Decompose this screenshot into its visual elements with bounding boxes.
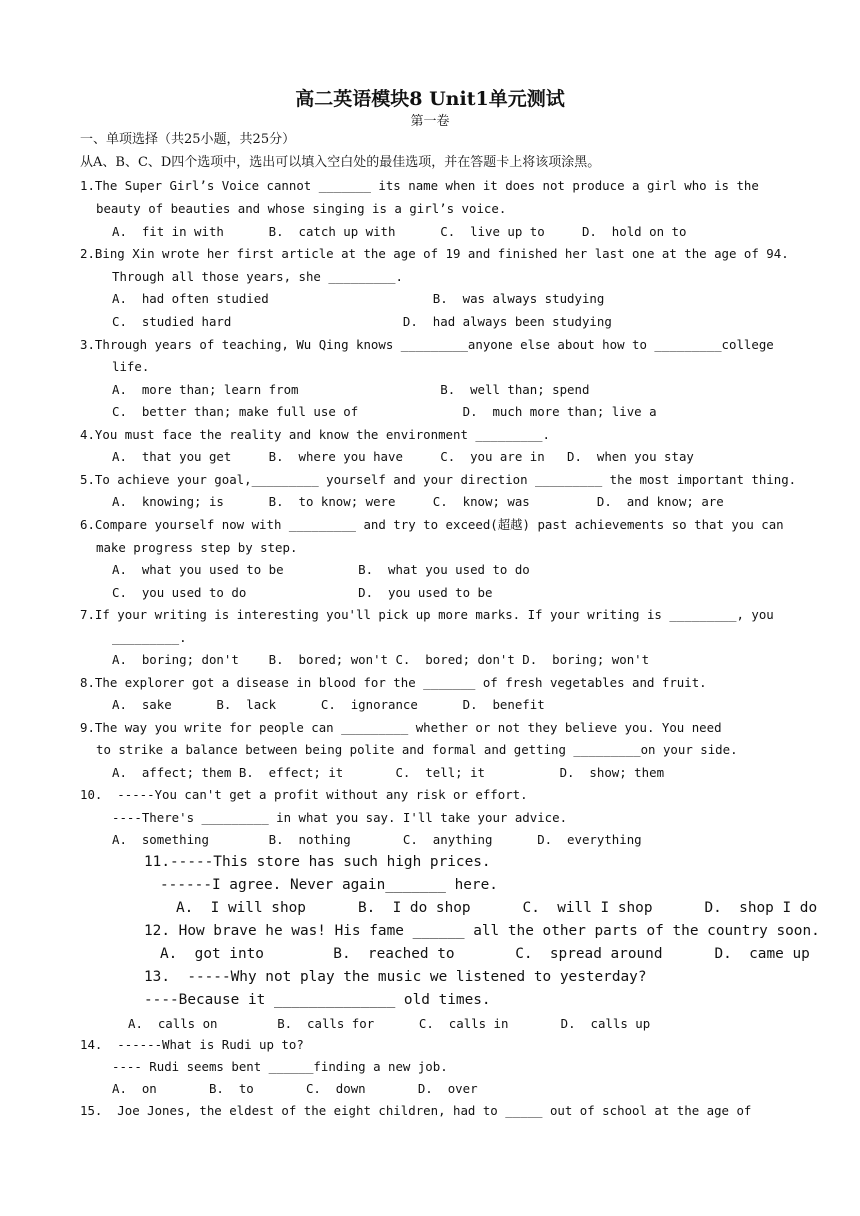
question-2-options-cd: C. studied hard D. had always been studying: [112, 314, 612, 329]
question-4-options: A. that you get B. where you have C. you are in D. when you stay: [112, 449, 694, 464]
question-3-options-cd: C. better than; make full use of D. much more than; live a: [112, 404, 657, 419]
question-2-stem: 2.Bing Xin wrote her first article at the age of 19 and finished her last one at the age of 94.: [80, 246, 789, 261]
question-7-options: A. boring; don't B. bored; won't C. bored; don't D. boring; won't: [112, 652, 650, 667]
question-9-stem: 9.The way you write for people can _________ whether or not they believe you. You need: [80, 720, 722, 735]
question-8-stem: 8.The explorer got a disease in blood for the _______ of fresh vegetables and fruit.: [80, 675, 707, 690]
question-11-stem: 11.-----This store has such high prices.: [144, 854, 491, 870]
question-13-options: A. calls on B. calls for C. calls in D. calls up: [128, 1016, 651, 1031]
question-7-stem: 7.If your writing is interesting you'll pick up more marks. If your writing is _________, you: [80, 607, 774, 622]
question-3-stem-cont: life.: [112, 359, 150, 374]
question-14-stem-cont: ---- Rudi seems bent ______finding a new job.: [112, 1059, 448, 1074]
question-15-stem: 15. Joe Jones, the eldest of the eight children, had to _____ out of school at the age of: [80, 1103, 752, 1118]
question-1-options: A. fit in with B. catch up with C. live up to D. hold on to: [112, 224, 687, 239]
question-6-options-ab: A. what you used to be B. what you used to do: [112, 562, 530, 577]
question-9-stem-cont: to strike a balance between being polite and formal and getting _________on your side.: [96, 742, 738, 757]
question-5-stem: 5.To achieve your goal,_________ yourself and your direction _________ the most important thing.: [80, 472, 797, 487]
section-heading: 一、单项选择（共25小题，共25分）: [80, 132, 296, 147]
page-title: 高二英语模块8 Unit1单元测试: [295, 88, 565, 110]
question-9-options: A. affect; them B. effect; it C. tell; it D. show; them: [112, 765, 665, 780]
page-subtitle: 第一卷: [410, 114, 450, 129]
question-2-stem-cont: Through all those years, she _________.: [112, 269, 403, 284]
question-10-stem-cont: ----There's _________ in what you say. I'll take your advice.: [112, 810, 568, 825]
question-12-stem: 12. How brave he was! His fame ______ all the other parts of the country soon.: [144, 923, 820, 939]
section-instruction: 从A、B、C、D四个选项中，选出可以填入空白处的最佳选项，并在答题卡上将该项涂黑。: [80, 155, 601, 170]
question-13-stem: 13. -----Why not play the music we listened to yesterday?: [144, 969, 647, 985]
question-14-options: A. on B. to C. down D. over: [112, 1081, 478, 1096]
question-5-options: A. knowing; is B. to know; were C. know; was D. and know; are: [112, 494, 724, 509]
question-10-stem: 10. -----You can't get a profit without any risk or effort.: [80, 787, 528, 802]
question-3-stem: 3.Through years of teaching, Wu Qing knows _________anyone else about how to _________college: [80, 337, 774, 352]
question-7-stem-cont: _________.: [112, 630, 187, 645]
question-10-options: A. something B. nothing C. anything D. everything: [112, 832, 642, 847]
question-14-stem: 14. ------What is Rudi up to?: [80, 1037, 304, 1052]
question-11-stem-cont: ------I agree. Never again_______ here.: [160, 877, 498, 893]
question-1-stem: 1.The Super Girl’s Voice cannot _______ its name when it does not produce a girl who is the: [80, 178, 759, 193]
question-3-options-ab: A. more than; learn from B. well than; spend: [112, 382, 590, 397]
question-1-stem-cont: beauty of beauties and whose singing is a girl’s voice.: [96, 201, 507, 216]
question-8-options: A. sake B. lack C. ignorance D. benefit: [112, 697, 545, 712]
question-6-options-cd: C. you used to do D. you used to be: [112, 585, 493, 600]
question-13-stem-cont: ----Because it ______________ old times.: [144, 992, 491, 1008]
question-2-options-ab: A. had often studied B. was always studying: [112, 291, 605, 306]
question-6-stem-cont: make progress step by step.: [96, 540, 298, 555]
question-11-options: A. I will shop B. I do shop C. will I shop D. shop I do: [176, 900, 818, 916]
question-12-options: A. got into B. reached to C. spread around D. came up: [160, 946, 810, 962]
question-4-stem: 4.You must face the reality and know the environment _________.: [80, 427, 550, 442]
question-6-stem: 6.Compare yourself now with _________ and try to exceed(超越) past achievements so that you can: [80, 517, 784, 532]
